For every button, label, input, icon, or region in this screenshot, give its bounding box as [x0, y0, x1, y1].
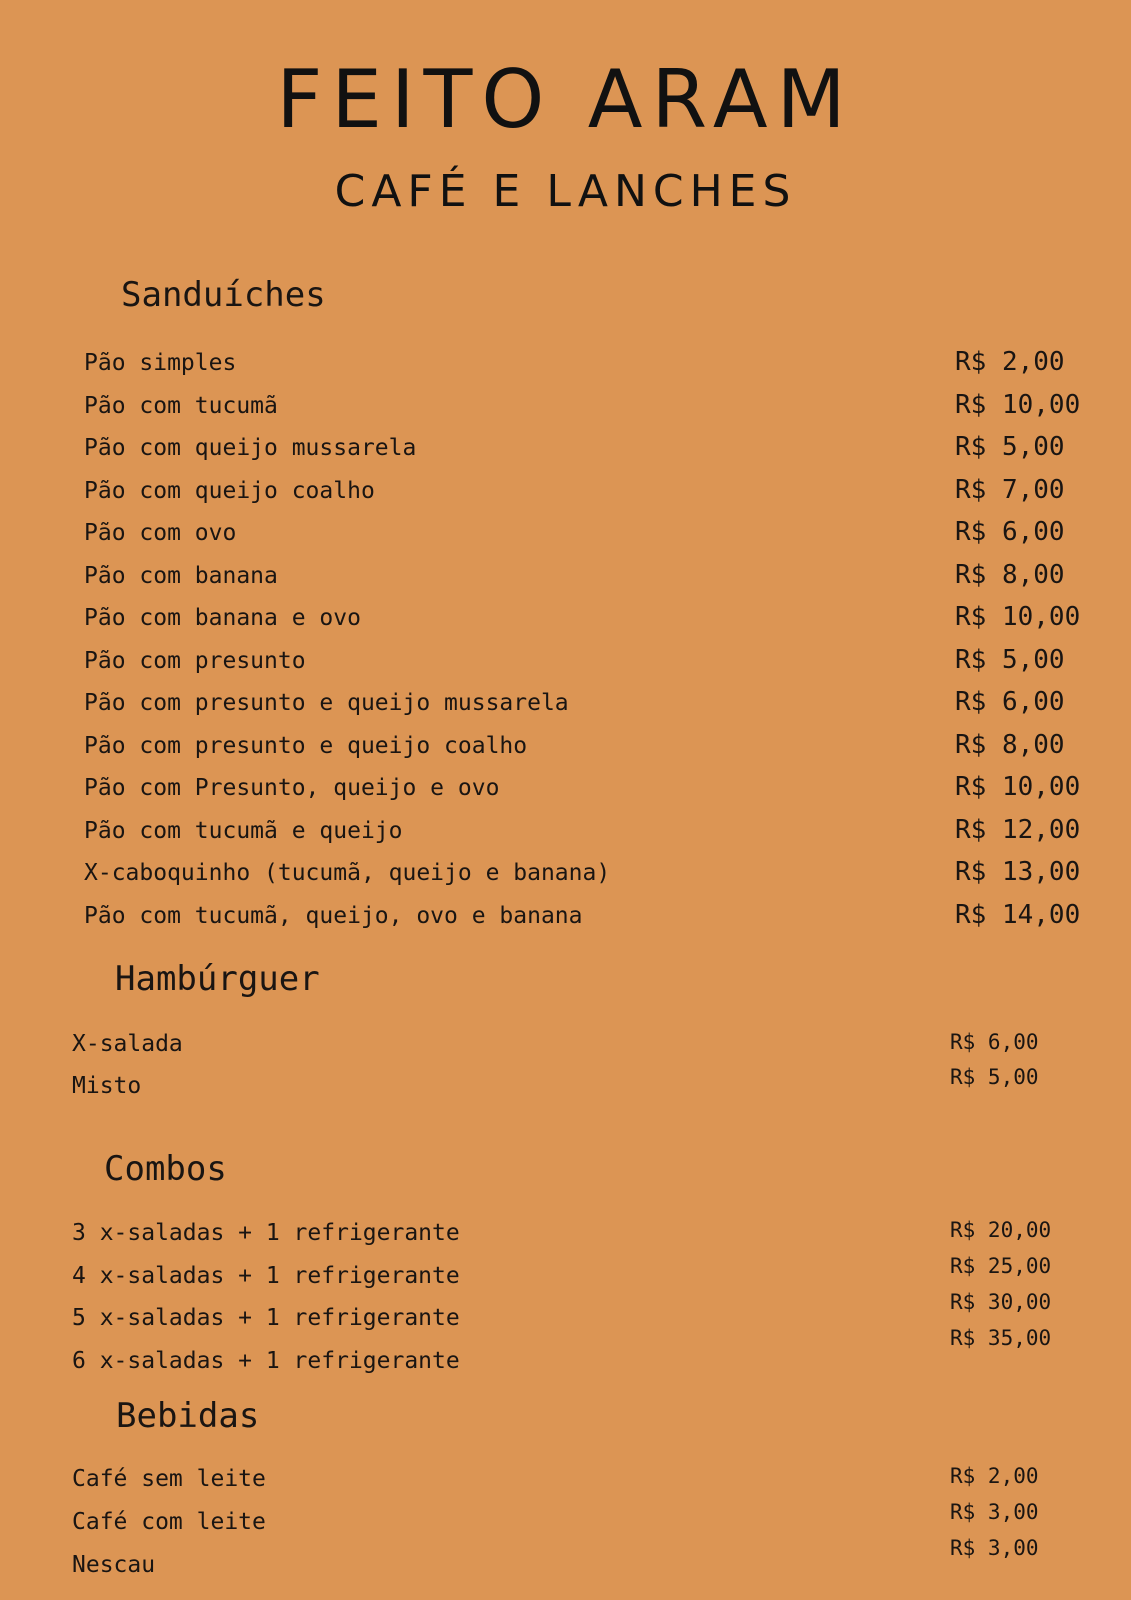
section-heading: Hambúrguer [115, 959, 320, 999]
restaurant-subtitle: CAFÉ E LANCHES [334, 166, 797, 217]
item-name: Pão com tucumã [84, 393, 278, 419]
item-price: R$ 30,00 [950, 1290, 1052, 1314]
item-price: R$ 6,00 [955, 687, 1065, 717]
item-name: X-salada [72, 1031, 183, 1057]
item-name: Misto [72, 1073, 142, 1099]
item-price: R$ 5,00 [955, 645, 1065, 675]
section-heading: Bebidas [116, 1396, 260, 1436]
item-price: R$ 20,00 [950, 1218, 1052, 1242]
item-name: Pão com presunto e queijo coalho [84, 733, 528, 759]
item-name: 3 x-saladas + 1 refrigerante [72, 1220, 460, 1246]
item-name: Café sem leite [72, 1466, 266, 1492]
item-price: R$ 2,00 [950, 1464, 1039, 1488]
item-price: R$ 10,00 [955, 390, 1081, 420]
item-price: R$ 12,00 [955, 815, 1081, 845]
item-price: R$ 8,00 [955, 730, 1065, 760]
item-name: Pão com tucumã e queijo [84, 818, 403, 844]
item-name: Pão com presunto [84, 648, 306, 674]
item-price: R$ 5,00 [950, 1065, 1039, 1089]
item-name: 4 x-saladas + 1 refrigerante [72, 1263, 460, 1289]
section-heading: Sanduíches [121, 275, 326, 315]
item-name: Nescau [72, 1552, 156, 1578]
section-heading: Combos [104, 1149, 227, 1189]
item-name: Pão com queijo coalho [84, 478, 375, 504]
item-price: R$ 35,00 [950, 1326, 1052, 1350]
item-price: R$ 25,00 [950, 1254, 1052, 1278]
item-price: R$ 10,00 [955, 772, 1081, 802]
restaurant-name: FEITO ARAM [276, 53, 855, 146]
item-price: R$ 14,00 [955, 900, 1081, 930]
item-price: R$ 3,00 [950, 1500, 1039, 1524]
item-name: Café com leite [72, 1509, 266, 1535]
item-name: 6 x-saladas + 1 refrigerante [72, 1348, 460, 1374]
item-price: R$ 6,00 [950, 1030, 1039, 1054]
item-price: R$ 2,00 [955, 347, 1065, 377]
item-price: R$ 3,00 [950, 1536, 1039, 1560]
item-name: Pão com tucumã, queijo, ovo e banana [84, 903, 583, 929]
item-price: R$ 8,00 [955, 560, 1065, 590]
item-price: R$ 5,00 [955, 432, 1065, 462]
item-name: X-caboquinho (tucumã, queijo e banana) [84, 860, 611, 886]
item-name: 5 x-saladas + 1 refrigerante [72, 1305, 460, 1331]
item-price: R$ 13,00 [955, 857, 1081, 887]
item-name: Pão com Presunto, queijo e ovo [84, 775, 500, 801]
item-name: Pão com presunto e queijo mussarela [84, 690, 569, 716]
item-name: Pão com ovo [84, 520, 237, 546]
item-price: R$ 7,00 [955, 475, 1065, 505]
item-name: Pão com banana e ovo [84, 605, 361, 631]
item-price: R$ 10,00 [955, 602, 1081, 632]
item-name: Pão com banana [84, 563, 278, 589]
item-name: Pão com queijo mussarela [84, 435, 417, 461]
item-price: R$ 6,00 [955, 517, 1065, 547]
item-name: Pão simples [84, 350, 237, 376]
